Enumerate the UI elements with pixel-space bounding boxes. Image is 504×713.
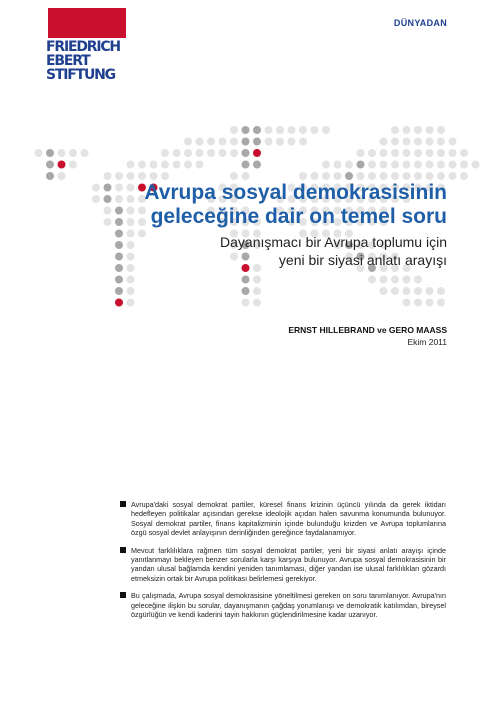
map-dot xyxy=(127,161,135,169)
map-dot xyxy=(127,230,135,238)
map-dot xyxy=(242,138,250,146)
map-dot xyxy=(92,195,100,203)
map-dot xyxy=(265,138,273,146)
map-dot xyxy=(127,287,135,295)
map-dot xyxy=(437,287,445,295)
map-dot xyxy=(184,149,192,157)
map-dot xyxy=(161,161,169,169)
map-dot xyxy=(322,161,330,169)
map-dot xyxy=(403,126,411,134)
summary-item xyxy=(120,546,446,584)
map-dot xyxy=(334,172,342,180)
square-bullet-icon xyxy=(120,592,126,598)
map-dot xyxy=(380,138,388,146)
map-dot xyxy=(426,126,434,134)
summary-text: Bu çalışmada, Avrupa sosyal demokrasisine yöneltilmesi gereken on soru tanımlanıyor. Avrupa'nın geleceğine ilişkin bu sorular, dayanışmanın çağdaş yorumlanışı ve demokratik katılımdan, bireysel özgürlüğün ve kendi kaderini tayin hakkının güçlendirilmesine kadar uzanıyor. xyxy=(131,591,446,620)
map-dot xyxy=(46,149,54,157)
page-title xyxy=(144,181,447,229)
map-dot xyxy=(127,264,135,272)
map-dot xyxy=(173,149,181,157)
map-dot xyxy=(414,149,422,157)
map-dot xyxy=(115,241,123,249)
map-dot xyxy=(253,149,261,157)
authors: ERNST HILLEBRAND ve GERO MAASS xyxy=(288,325,447,335)
map-dot xyxy=(299,138,307,146)
map-dot xyxy=(230,126,238,134)
map-dot xyxy=(403,138,411,146)
map-dot xyxy=(403,161,411,169)
map-dot xyxy=(414,172,422,180)
map-dot xyxy=(196,149,204,157)
map-dot xyxy=(414,161,422,169)
map-dot xyxy=(276,138,284,146)
map-dot xyxy=(150,172,158,180)
map-dot xyxy=(115,207,123,215)
map-dot xyxy=(242,126,250,134)
map-dot xyxy=(403,299,411,307)
map-dot xyxy=(35,149,43,157)
map-dot xyxy=(449,161,457,169)
map-dot xyxy=(104,207,112,215)
map-dot xyxy=(334,161,342,169)
map-dot xyxy=(380,172,388,180)
map-dot xyxy=(69,161,77,169)
map-dot xyxy=(449,138,457,146)
title-line-2: geleceğine dair on temel soru xyxy=(150,205,447,228)
map-dot xyxy=(368,276,376,284)
map-dot xyxy=(426,149,434,157)
map-dot xyxy=(242,161,250,169)
map-dot xyxy=(69,149,77,157)
map-dot xyxy=(414,287,422,295)
map-dot xyxy=(276,126,284,134)
map-dot xyxy=(368,172,376,180)
map-dot xyxy=(253,287,261,295)
map-dot xyxy=(104,184,112,192)
map-dot xyxy=(368,161,376,169)
section-label: DÜNYADAN xyxy=(393,18,447,28)
map-dot xyxy=(357,161,365,169)
map-dot xyxy=(46,161,54,169)
map-dot xyxy=(437,138,445,146)
map-dot xyxy=(104,218,112,226)
map-dot xyxy=(403,149,411,157)
map-dot xyxy=(460,161,468,169)
map-dot xyxy=(403,172,411,180)
map-dot xyxy=(242,299,250,307)
map-dot xyxy=(115,253,123,261)
map-dot xyxy=(449,149,457,157)
map-dot xyxy=(437,161,445,169)
map-dot xyxy=(322,172,330,180)
map-dot xyxy=(265,126,273,134)
map-dot xyxy=(161,149,169,157)
map-dot xyxy=(414,126,422,134)
map-dot xyxy=(414,299,422,307)
map-dot xyxy=(173,161,181,169)
map-dot xyxy=(380,149,388,157)
logo-line-2: EBERT xyxy=(46,53,90,69)
map-dot xyxy=(437,299,445,307)
map-dot xyxy=(311,172,319,180)
subtitle-line-2: yeni bir siyasi anlatı arayışı xyxy=(278,252,447,268)
map-dot xyxy=(426,138,434,146)
map-dot xyxy=(299,126,307,134)
map-dot xyxy=(403,287,411,295)
summary-text: Avrupa'daki sosyal demokrat partiler, küresel finans krizinin üçüncü yılında da gerek iktidarı hedefleyen politikalar açısından gerekse ideolojik açıdan halen savunma konumunda bulunuyor. Sosyal demokrat partiler, finans kapitalizminin içinde bulunduğu krizden ve Avrupa toplumlarına özgü sosyal devlet anlayışının derinliğinden gereğince faydalanamıyor. xyxy=(131,500,446,538)
map-dot xyxy=(357,172,365,180)
map-dot xyxy=(138,161,146,169)
subtitle-line-1: Dayanışmacı bir Avrupa toplumu için xyxy=(220,234,447,250)
publication-date: Ekim 2011 xyxy=(407,337,447,347)
map-dot xyxy=(207,149,215,157)
summary-item xyxy=(120,591,446,619)
map-dot xyxy=(207,138,215,146)
map-dot xyxy=(460,172,468,180)
map-dot xyxy=(127,195,135,203)
map-dot xyxy=(391,287,399,295)
map-dot xyxy=(127,207,135,215)
map-dot xyxy=(58,149,66,157)
title-line-1: Avrupa sosyal demokrasisinin xyxy=(144,181,447,204)
map-dot xyxy=(219,138,227,146)
map-dot xyxy=(104,172,112,180)
map-dot xyxy=(288,126,296,134)
map-dot xyxy=(426,172,434,180)
map-dot xyxy=(391,276,399,284)
logo-line-3: STIFTUNG xyxy=(46,67,115,83)
map-dot xyxy=(437,149,445,157)
map-dot xyxy=(391,126,399,134)
map-dot xyxy=(253,138,261,146)
map-dot xyxy=(391,138,399,146)
map-dot xyxy=(115,264,123,272)
map-dot xyxy=(127,241,135,249)
map-dot xyxy=(115,299,123,307)
summary-text: Mevcut farklılıklara rağmen tüm sosyal demokrat partiler, yeni bir siyasi anlatı arayışı içinde yanıtlanmayı bekleyen benzer sorularla karşı karşıya bulunuyor. Avrupa sosyal demokrasisinin bir yandan ulusal bağlamda kendini yeniden tanımlaması, diğer yandan ise ulusal farklılıkları gözardı etmeksizin ortak bir Avrupa politikası belirlemesi gerekiyor. xyxy=(131,545,446,583)
map-dot xyxy=(253,299,261,307)
map-dot xyxy=(138,230,146,238)
map-dot xyxy=(230,172,238,180)
map-dot xyxy=(127,172,135,180)
map-dot xyxy=(242,276,250,284)
map-dot xyxy=(414,138,422,146)
map-dot xyxy=(127,218,135,226)
square-bullet-icon xyxy=(120,501,126,507)
map-dot xyxy=(380,161,388,169)
map-dot xyxy=(426,299,434,307)
map-dot xyxy=(230,138,238,146)
map-dot xyxy=(414,276,422,284)
page-subtitle xyxy=(220,233,447,269)
map-dot xyxy=(357,149,365,157)
map-dot xyxy=(403,276,411,284)
map-dot xyxy=(161,172,169,180)
summary-list xyxy=(120,500,446,627)
map-dot xyxy=(437,126,445,134)
map-dot xyxy=(230,149,238,157)
map-dot xyxy=(311,126,319,134)
map-dot xyxy=(115,184,123,192)
map-dot xyxy=(115,276,123,284)
map-dot xyxy=(391,172,399,180)
map-dot xyxy=(58,161,66,169)
map-dot xyxy=(184,161,192,169)
map-dot xyxy=(150,161,158,169)
map-dot xyxy=(460,149,468,157)
map-dot xyxy=(391,149,399,157)
map-dot xyxy=(345,172,353,180)
map-dot xyxy=(242,287,250,295)
map-dot xyxy=(426,161,434,169)
map-dot xyxy=(449,172,457,180)
map-dot xyxy=(253,276,261,284)
map-dot xyxy=(115,195,123,203)
map-dot xyxy=(127,184,135,192)
map-dot xyxy=(104,195,112,203)
logo-line-1: FRIEDRICH xyxy=(46,39,120,55)
map-dot xyxy=(242,172,250,180)
map-dot xyxy=(92,184,100,192)
map-dot xyxy=(391,161,399,169)
map-dot xyxy=(426,287,434,295)
summary-item xyxy=(120,500,446,538)
map-dot xyxy=(138,172,146,180)
map-dot xyxy=(380,287,388,295)
map-dot xyxy=(184,138,192,146)
map-dot xyxy=(196,161,204,169)
map-dot xyxy=(437,172,445,180)
map-dot xyxy=(472,161,480,169)
square-bullet-icon xyxy=(120,547,126,553)
map-dot xyxy=(127,276,135,284)
map-dot xyxy=(127,253,135,261)
map-dot xyxy=(115,218,123,226)
map-dot xyxy=(127,299,135,307)
map-dot xyxy=(196,138,204,146)
map-dot xyxy=(115,287,123,295)
map-dot xyxy=(299,172,307,180)
map-dot xyxy=(253,161,261,169)
map-dot xyxy=(368,149,376,157)
map-dot xyxy=(219,149,227,157)
map-dot xyxy=(253,126,261,134)
map-dot xyxy=(242,149,250,157)
map-dot xyxy=(288,138,296,146)
map-dot xyxy=(46,172,54,180)
map-dot xyxy=(345,161,353,169)
map-dot xyxy=(115,172,123,180)
map-dot xyxy=(115,230,123,238)
map-dot xyxy=(322,126,330,134)
map-dot xyxy=(81,149,89,157)
map-dot xyxy=(58,172,66,180)
map-dot xyxy=(380,276,388,284)
